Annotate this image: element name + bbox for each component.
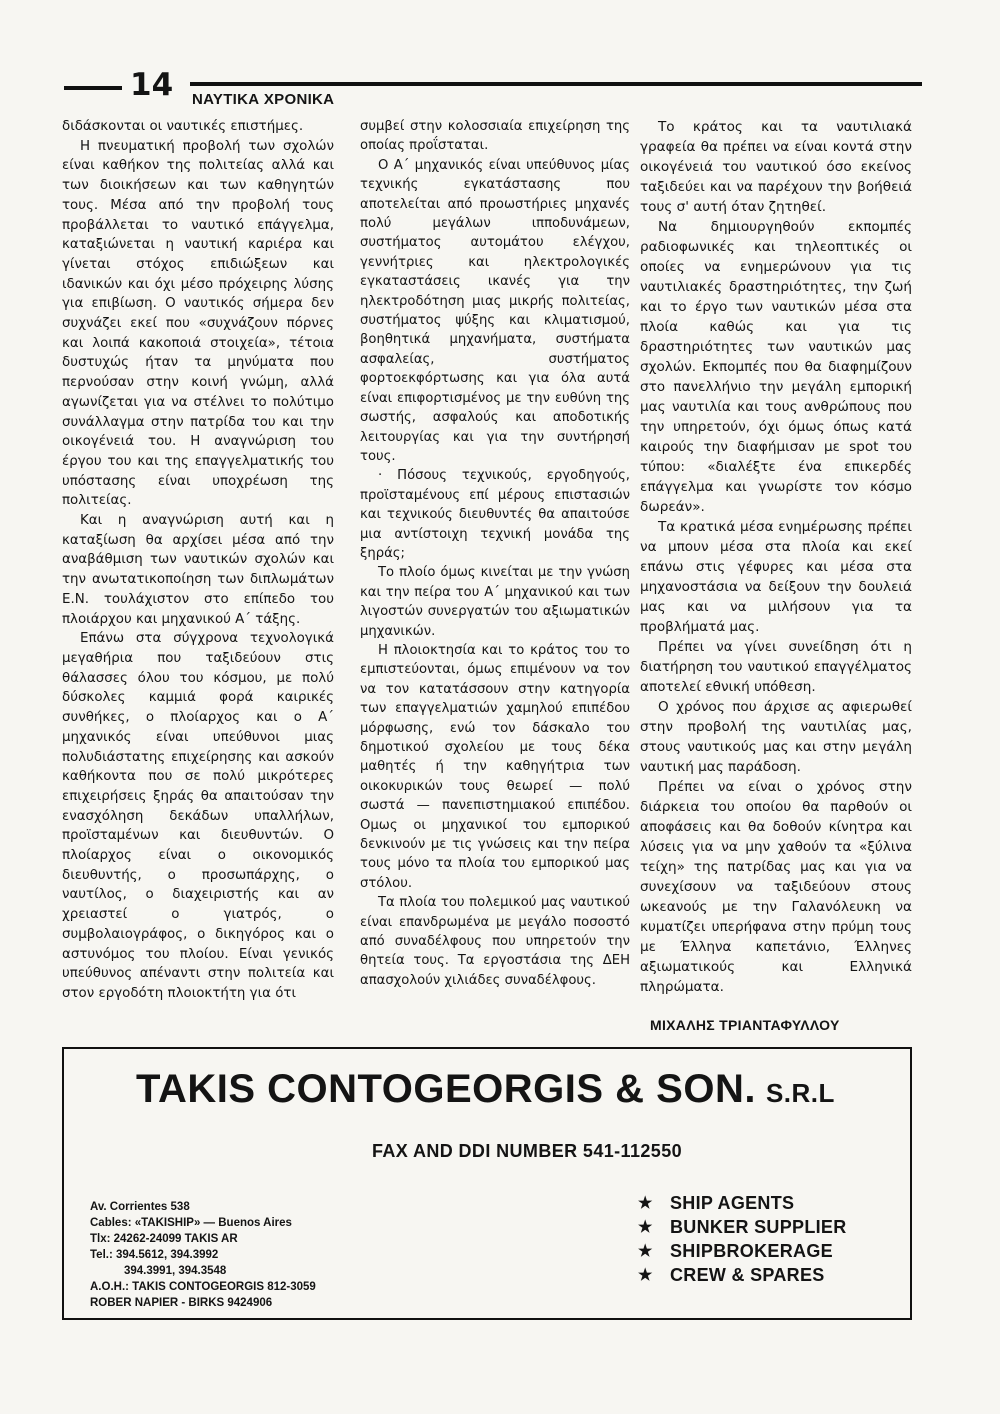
article-paragraph: Να δημιουργηθούν εκπομπές ραδιοφωνικές και τηλεοπτικές οι οποίες να ενημερώνουν για τις ναυτιλιακές δραστηριότητες, την ζωή και το έργο των ναυτικών μέσα στα πλοία καθώς και για τις δραστηριότητες των ναυτικών μας σχολών. Εκπομπές που θα διαφημίζουν στο πανελλήνιο την μεγάλη εμπορική μας ναυτιλία και τους ανθρώπους που την υπηρετούν, όχι όμως όπως κατά καιρούς την διαφήμισαν με spot του τύπου: «διαλέξτε ένα επικερδές επάγγελμα και γνωρίστε τον κόσμο δωρεάν». bbox=[640, 219, 912, 515]
ad-contact-block bbox=[90, 1199, 316, 1311]
ad-service-item bbox=[638, 1191, 847, 1215]
ad-company-name-text: TAKIS CONTOGEORGIS & SON. bbox=[136, 1067, 756, 1111]
star-icon: ★ bbox=[638, 1195, 653, 1212]
ad-service-label: SHIPBROKERAGE bbox=[670, 1240, 833, 1261]
ad-service-label: BUNKER SUPPLIER bbox=[670, 1216, 847, 1237]
ad-contact-line: Tel.: 394.5612, 394.3992 bbox=[90, 1249, 219, 1261]
article-paragraph: Τα πλοία του πολεμικού μας ναυτικού είναι επανδρωμένα με μεγάλο ποσοστό από συναδέλφους που υπηρετούν την θητεία τους. Τα εργοστάσια της ΔΕΗ απασχολούν χιλιάδες συναδέλφους. bbox=[360, 895, 630, 988]
article-paragraph: Τα κρατικά μέσα ενημέρωσης πρέπει να μπουν μέσα στα πλοία και εκεί επάνω στις γέφυρες και μέσα στα μηχανοστάσια να δείξουν την δουλειά μας και να μιλήσουν για τα προβλήματά μας. bbox=[640, 519, 912, 635]
article-paragraph: Ο χρόνος που άρχισε ας αφιερωθεί στην προβολή της ναυτιλίας μας, στους ναυτικούς μας και στην μεγάλη ναυτική μας παράδοση. bbox=[640, 699, 912, 775]
ad-contact-line: Av. Corrientes 538 bbox=[90, 1201, 190, 1213]
header-rule-right bbox=[190, 82, 922, 86]
article-paragraph: Το πλοίο όμως κινείται με την γνώση και την πείρα του Α΄ μηχανικού και των λιγοστών συνεργατών του αξιωματικών μηχανικών. bbox=[360, 565, 630, 639]
article-paragraph: Η πνευματική προβολή των σχολών είναι καθήκον της πολιτείας αλλά και των διοικήσεων και των καθηγητών τους. Μέσα από την προβολή τους προβάλλεται το ναυτικό επάγγελμα, καταξιώνεται η ναυτική καριέρα και γίνεται στόχος επιδιώξεων και ιδανικών και όχι μέσο πρόχειρης λύσης για επιβίωση. Ο ναυτικός σήμερα δεν συχνάζει εκεί που «συχνάζουν πόρνες και λοιπά κακοποιά στοιχεία», τέτοια δυστυχώς ήταν τα μηνύματα που περνούσαν στην κοινή γνώμη, αλλά αγωνίζεται για να στέλνει το πολύτιμο συνάλλαγμα στην πατρίδα του και την οικογένειά του. Η αναγνώριση του έργου του και της επαγγελματικής του υπόστασης είναι υποχρέωση της πολιτείας. bbox=[62, 138, 334, 509]
ad-service-item bbox=[638, 1239, 847, 1263]
star-icon: ★ bbox=[638, 1267, 653, 1284]
ad-contact-line: Cables: «TAKISHIP» — Buenos Aires bbox=[90, 1217, 292, 1229]
ad-service-item bbox=[638, 1215, 847, 1239]
ad-company-suffix: S.R.L bbox=[765, 1078, 835, 1108]
author-signature: ΜΙΧΑΛΗΣ ΤΡΙΑΝΤΑΦΥΛΛΟΥ bbox=[650, 1017, 840, 1033]
article-column-1 bbox=[62, 117, 334, 1004]
ad-service-label: SHIP AGENTS bbox=[670, 1192, 795, 1213]
ad-contact-line: ROBER NAPIER - BIRKS 9424906 bbox=[90, 1297, 273, 1309]
article-paragraph: Πρέπει να γίνει συνείδηση ότι η διατήρηση του ναυτικού επαγγέλματος αποτελεί εθνική υπόθεση. bbox=[640, 639, 912, 695]
star-icon: ★ bbox=[638, 1243, 653, 1260]
advertisement-box bbox=[62, 1047, 912, 1320]
article-paragraph: Επάνω στα σύγχρονα τεχνολογικά μεγαθήρια που ταξιδεύουν στις θάλασσες όλου του κόσμου, με πολύ δύσκολες καμμιά φορά καιρικές συνθήκες, ο πλοίαρχος και ο Α΄ μηχανικός είναι υπεύθυνοι μιας πολυδιάστατης επιχείρησης και ασκούν καθήκοντα που σε πολύ μικρότερες επιχειρήσεις ξηράς θα απαιτούσαν την ενασχόληση δεκάδων υπαλλήλων, προϊσταμένων και διευθυντών. Ο πλοίαρχος είναι ο οικονομικός διευθυντής, ο προσωπάρχης, ο ναυτίλος, ο διαχειριστής και αν χρειαστεί ο γιατρός, ο συμβολαιογράφος, ο δικηγόρος και ο αστυνόμος του πλοίου. Είναι γενικός υπεύθυνος απέναντι στην πολιτεία και στον εργοδότη πλοιοκτήτη για ότι bbox=[62, 631, 334, 1001]
ad-fax-number: FAX AND DDI NUMBER 541-112550 bbox=[372, 1141, 683, 1161]
page-number: 14 bbox=[130, 67, 174, 103]
article-paragraph: Η πλοιοκτησία και το κράτος του το εμπιστεύονται, όμως επιμένουν να τον να τον κατατάσσουν στην κατηγορία των επαγγελματιών χαμηλού επιπέδου μόρφωσης, ενώ τον δάσκαλο του δημοτικού σχολείου με τους δέκα μαθητές ή την καθηγήτρια των οικοκυρικών τους θεωρεί — πολύ σωστά — πανεπιστημιακού επιπέδου. Ομως οι μηχανικοί του εμπορικού δενκινούν με τις γνώσεις και την πείρα τους μόνο τα πλοία του εμπορικού μας στόλου. bbox=[360, 642, 630, 891]
ad-contact-line: 394.3991, 394.3548 bbox=[124, 1265, 227, 1277]
article-paragraph: συμβεί στην κολοσσιαία επιχείρηση της οποίας προΐσταται. bbox=[360, 119, 630, 154]
star-icon: ★ bbox=[638, 1219, 653, 1236]
article-column-2 bbox=[360, 117, 630, 990]
article-paragraph: Και η αναγνώριση αυτή και η καταξίωση θα αρχίσει μέσα από την αναβάθμιση των ναυτικών σχολών και την ανωτατικοποίηση των διπλωμάτων Ε.Ν. τουλάχιστον στο επίπεδο του πλοιάρχου και μηχανικού Α΄ τάξης. bbox=[62, 513, 334, 627]
header-rule-left bbox=[64, 86, 122, 90]
journal-title: ΝΑΥΤΙΚΑ ΧΡΟΝΙΚΑ bbox=[192, 91, 335, 108]
ad-service-label: CREW & SPARES bbox=[670, 1264, 825, 1285]
ad-service-item bbox=[638, 1263, 847, 1287]
article-paragraph: Το κράτος και τα ναυτιλιακά γραφεία θα πρέπει να είναι κοντά στην οικογένειά του ναυτικού όσο εκείνος ταξιδεύει και να παρέχουν την βοήθειά τους σ' αυτή όταν ζητηθεί. bbox=[640, 119, 912, 215]
article-paragraph: διδάσκονται οι ναυτικές επιστήμες. bbox=[62, 119, 304, 134]
article-paragraph: Πρέπει να είναι ο χρόνος στην διάρκεια του οποίου θα παρθούν οι αποφάσεις και θα δοθούν κίνητρα και λύσεις για να μην χαθούν τα «ξύλινα τείχη» της πατρίδας μας και για να συνεχίσουν να ταξιδεύουν στους ωκεανούς με την Γαλανόλευκη να κυματίζει υπερήφανα στην πρύμη τους με Έλληνα καπετάνιο, Έλληνες αξιωματικούς και Ελληνικά πληρώματα. bbox=[640, 779, 912, 995]
ad-company-name bbox=[136, 1066, 835, 1116]
article-paragraph: Ο Α΄ μηχανικός είναι υπεύθυνος μίας τεχνικής εγκατάστασης που αποτελείται από προωστήριες μηχανές πολύ μεγάλων ιπποδυνάμεων, συστήματος αυτομάτου ελέγχου, γεννήτριες και ηλεκτρολογικές εγκαταστάσεις ικανές για την ηλεκτροδότηση μιας μικρής πολιτείας, συστήματος ψύξης και κλιματισμού, βοηθητικά μηχανήματα, συστήματα ασφαλείας, συστήματος φορτοεκφόρτωσης και για όλα αυτά είναι επιφορτισμένος με την ευθύνη της σωστής, ασφαλούς και αποδοτικής λειτουργίας και για την συντήρησή τους. bbox=[360, 157, 630, 464]
ad-contact-line: A.O.H.: TAKIS CONTOGEORGIS 812-3059 bbox=[90, 1281, 316, 1293]
ad-contact-line: Tlx: 24262-24099 TAKIS AR bbox=[90, 1233, 238, 1245]
ad-services-list bbox=[638, 1191, 847, 1287]
article-column-3 bbox=[640, 117, 912, 997]
article-paragraph: · Πόσους τεχνικούς, εργοδηγούς, προϊσταμένους επί μέρους επιστασιών και τεχνικούς διευθυντές θα απαιτούσε μια αντίστοιχη τεχνική μονάδα της ξηράς; bbox=[360, 468, 630, 561]
